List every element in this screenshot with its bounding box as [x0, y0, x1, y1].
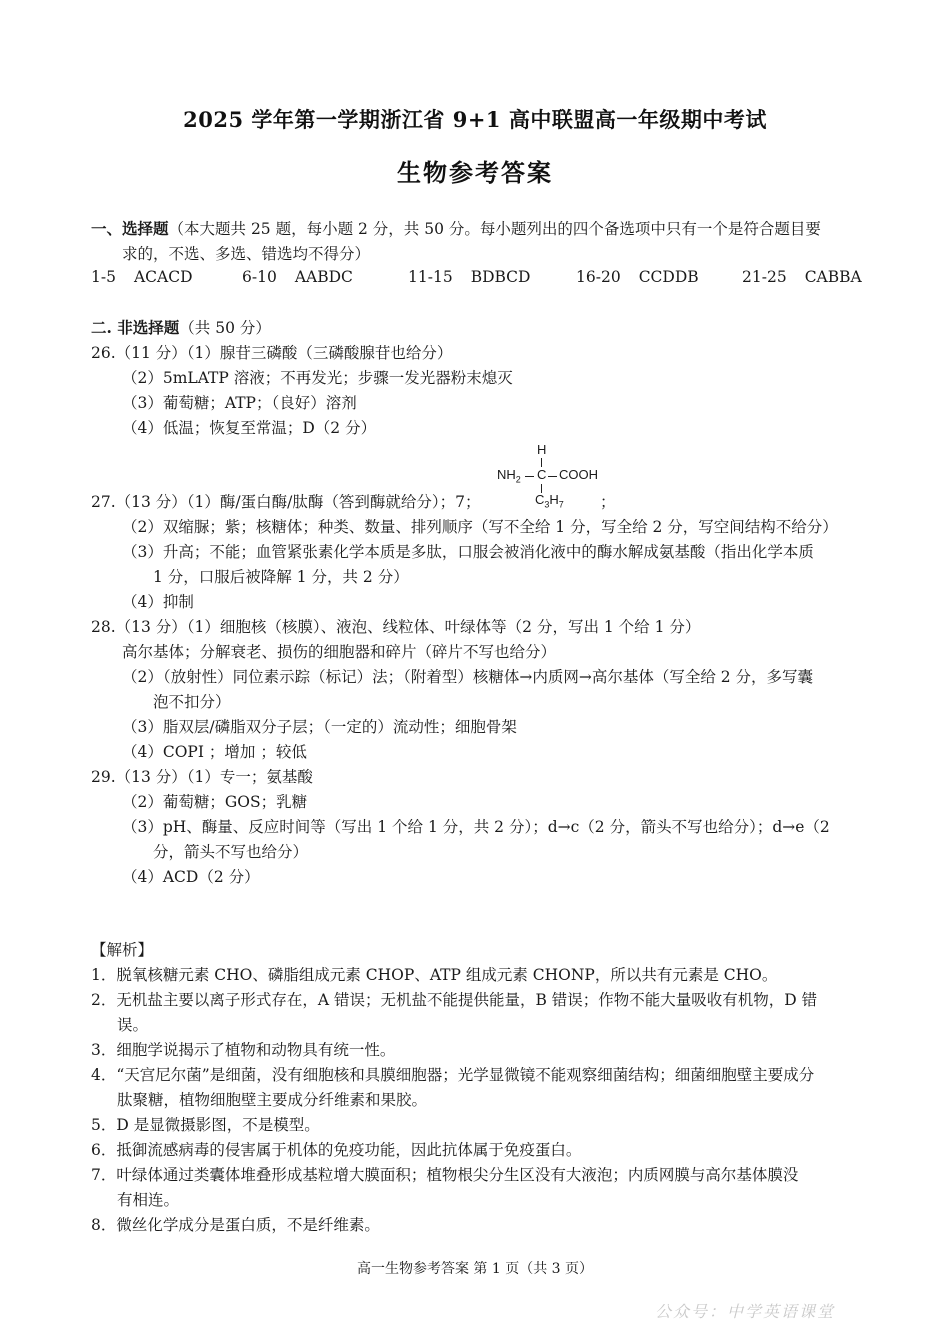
answer-range: 6-10 — [242, 268, 277, 286]
structure-left-sub: 2 — [515, 474, 521, 485]
bond-top — [541, 458, 542, 467]
section1-desc2: 求的，不选、多选、错选均不得分） — [122, 245, 371, 263]
answer-line: （3）升高；不能；血管紧张素化学本质是多肽，口服会被消化液中的酶水解成氨基酸（指出化学本质 — [122, 543, 814, 561]
answer-line: （4）低温；恢复至常温；D（2 分） — [122, 419, 377, 437]
answer-line: （2）葡萄糖；GOS；乳糖 — [122, 793, 308, 811]
answer-line: 分，箭头不写也给分） — [153, 843, 309, 861]
answer-range: 11-15 — [408, 268, 453, 286]
amino-acid-structure — [495, 442, 610, 512]
answer-line: （3）脂双层/磷脂双分子层；（一定的）流动性；细胞骨架 — [122, 718, 517, 736]
answer-line: （3）葡萄糖；ATP；（良好）溶剂 — [122, 394, 357, 412]
analysis-line: 3．细胞学说揭示了植物和动物具有统一性。 — [91, 1041, 396, 1059]
answer-group — [91, 268, 193, 286]
answer-keys: ACACD — [133, 268, 193, 286]
answer-line: 1 分，口服后被降解 1 分，共 2 分） — [153, 568, 409, 586]
answer-line: 高尔基体；分解衰老、损伤的细胞器和碎片（碎片不写也给分） — [122, 643, 557, 661]
bond-left — [525, 476, 534, 477]
structure-bottom-sub1: 3 — [544, 499, 550, 510]
analysis-heading: 【解析】 — [91, 941, 154, 959]
structure-top-atom: H — [537, 442, 547, 457]
answer-range: 21-25 — [742, 268, 787, 286]
answer-line: （2）双缩脲；紫；核糖体；种类、数量、排列顺序（写不全给 1 分，写全给 2 分，写空间结构不给分） — [122, 518, 838, 536]
answer-line: （4）COPI ；增加 ；较低 — [122, 743, 307, 761]
structure-bottom-sub2: 7 — [558, 499, 564, 510]
structure-left-atom: NH — [497, 467, 516, 482]
structure-center-atom: C — [537, 467, 547, 482]
section2-desc: （共 50 分） — [179, 319, 271, 337]
bond-right — [548, 476, 557, 477]
answer-line: （2）（放射性）同位素示踪（标记）法；（附着型）核糖体→内质网→高尔基体（写全给 2 分，多写囊 — [122, 668, 814, 686]
answer-range: 16-20 — [576, 268, 621, 286]
page-title: 2025 学年第一学期浙江省 9+1 高中联盟高一年级期中考试 — [183, 107, 767, 132]
answer-group — [742, 268, 862, 286]
structure-left-group — [497, 467, 521, 485]
structure-bottom-atom: C — [535, 492, 545, 507]
analysis-line: 误。 — [117, 1016, 149, 1034]
analysis-line: 肽聚糖，植物细胞壁主要成分纤维素和果胶。 — [117, 1091, 428, 1109]
analysis-line: 7．叶绿体通过类囊体堆叠形成基粒增大膜面积；植物根尖分生区没有大液泡；内质网膜与高尔基体膜没 — [91, 1166, 799, 1184]
page-footer: 高一生物参考答案 第 1 页（共 3 页） — [356, 1261, 594, 1277]
section1-heading: 一、选择题 — [91, 219, 169, 238]
answer-line: 泡不扣分） — [153, 693, 231, 711]
page-subtitle: 生物参考答案 — [397, 158, 553, 187]
analysis-line: 2．无机盐主要以离子形式存在，A 错误；无机盐不能提供能量，B 错误；作物不能大量吸收有机物，D 错 — [91, 991, 818, 1009]
answer-line: （4）抑制 — [122, 593, 194, 611]
section2-intro — [91, 317, 271, 339]
structure-bottom-group — [535, 492, 564, 510]
watermark: 公众号：中学英语课堂 — [655, 1302, 836, 1321]
analysis-line: 8．微丝化学成分是蛋白质，不是纤维素。 — [91, 1216, 380, 1234]
answer-line: （4）ACD（2 分） — [122, 868, 260, 886]
analysis-line: 有相连。 — [117, 1191, 180, 1209]
answer-group — [576, 268, 699, 286]
answer-line: 27.（13 分）（1）酶/蛋白酶/肽酶（答到酶就给分）；7； — [91, 493, 481, 511]
answer-line: 26.（11 分）（1）腺苷三磷酸（三磷酸腺苷也给分） — [91, 344, 453, 362]
answer-line: （2）5mLATP 溶液；不再发光；步骤一发光器粉末熄灭 — [122, 369, 513, 387]
answer-line: ； — [600, 493, 616, 511]
answer-keys: AABDC — [294, 268, 353, 286]
section2-heading: 二. 非选择题 — [91, 318, 180, 337]
answer-line: （3）pH、酶量、反应时间等（写出 1 个给 1 分，共 2 分）；d→c（2 分，箭头不写也给分）；d→e（2 — [122, 818, 830, 836]
section1-desc: （本大题共 25 题，每小题 2 分，共 50 分。每小题列出的四个备选项中只有一个是符合题目要 — [168, 220, 821, 238]
answer-keys: CABBA — [804, 268, 862, 286]
answer-keys: BDBCD — [470, 268, 531, 286]
answer-group — [408, 268, 530, 286]
answer-keys: CCDDB — [638, 268, 699, 286]
structure-bottom-h: H — [549, 492, 559, 507]
section1-intro — [91, 218, 821, 240]
analysis-line: 1．脱氧核糖元素 CHO、磷脂组成元素 CHOP、ATP 组成元素 CHONP，所以共有元素是 CHO。 — [91, 966, 778, 984]
analysis-line: 5．D 是显微摄影图，不是模型。 — [91, 1116, 320, 1134]
structure-right-group: COOH — [559, 467, 598, 482]
answer-range: 1-5 — [91, 268, 116, 286]
analysis-line: 4．“天宫尼尔菌”是细菌，没有细胞核和具膜细胞器；光学显微镜不能观察细菌结构；细菌细胞壁主要成分 — [91, 1066, 815, 1084]
answer-group — [242, 268, 353, 286]
answer-line: 28.（13 分）（1）细胞核（核膜）、液泡、线粒体、叶绿体等（2 分，写出 1 个给 1 分） — [91, 618, 701, 636]
answer-line: 29.（13 分）（1）专一；氨基酸 — [91, 768, 313, 786]
analysis-line: 6．抵御流感病毒的侵害属于机体的免疫功能，因此抗体属于免疫蛋白。 — [91, 1141, 582, 1159]
